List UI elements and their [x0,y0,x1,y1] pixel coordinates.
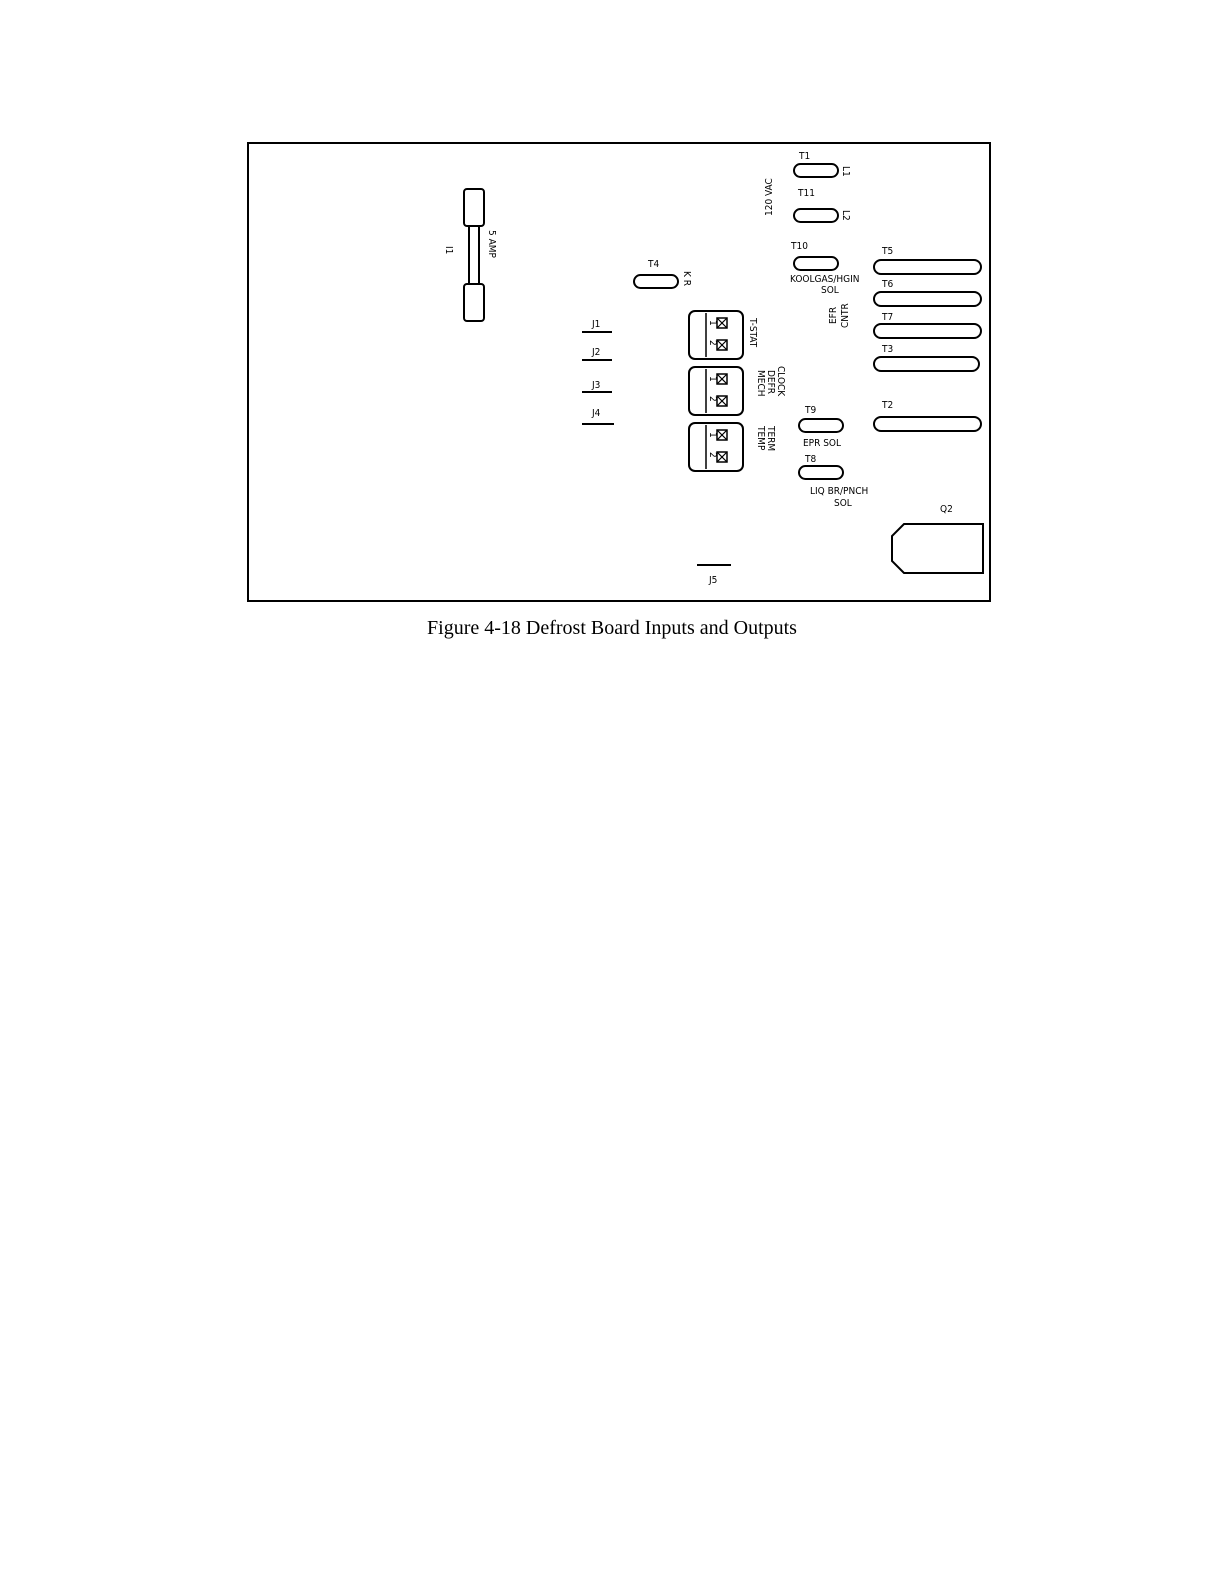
svg-text:J1: J1 [592,319,601,330]
terminal-t10 [794,257,838,270]
connector-mech-label-3: CLOCK [775,366,786,397]
terminal-t7 [874,324,981,338]
terminal-t11-ref: T11 [798,188,815,199]
connector-mech-label-2: DEFR [765,370,776,395]
efr-label-2: CNTR [840,303,851,328]
connector-tstat [689,311,743,359]
terminal-t9-ref: T9 [805,405,817,416]
jumper-j5 [697,565,731,586]
transistor-q2 [892,524,983,573]
svg-text:2: 2 [707,452,718,458]
terminal-t10-function-1: KOOLGAS/HGIN [790,274,860,285]
jumper-j3 [582,380,612,392]
svg-text:J5: J5 [709,575,718,586]
svg-text:J4: J4 [592,408,601,419]
terminal-t8-ref: T8 [805,454,817,465]
terminal-t2 [874,417,981,431]
terminal-t4-function: K R [681,271,692,287]
terminal-t4 [634,275,678,288]
terminal-t4-ref: T4 [648,259,660,270]
jumper-j2 [582,347,612,360]
svg-text:1: 1 [707,432,718,438]
terminal-t5 [874,260,981,274]
svg-text:1: 1 [707,320,718,326]
terminal-t10-ref: T10 [791,241,808,252]
terminal-t5-ref: T5 [882,246,894,257]
connector-mech-label-1: MECH [755,370,766,397]
svg-text:2: 2 [707,396,718,402]
figure-caption: Figure 4-18 Defrost Board Inputs and Outputs [427,617,797,639]
terminal-t8-function-2: SOL [834,498,852,509]
transistor-q2-ref: Q2 [940,504,953,515]
terminal-t6-ref: T6 [882,279,894,290]
terminal-t8 [799,466,843,479]
svg-text:1: 1 [707,376,718,382]
svg-text:J2: J2 [592,347,601,358]
terminal-t3-ref: T3 [882,344,894,355]
terminal-t7-ref: T7 [882,312,894,323]
connector-tstat-label: T-STAT [747,318,758,348]
terminal-t6 [874,292,981,306]
terminal-t2-ref: T2 [882,400,894,411]
terminal-t11 [794,209,838,222]
terminal-t10-function-2: SOL [821,285,839,296]
connector-mech-defr-clock [689,367,743,415]
terminal-t9 [799,419,843,432]
connector-temp-term [689,423,743,471]
board-outline [248,143,990,601]
connector-temp-label-2: TERM [765,426,776,452]
fuse-rating-label: 5 AMP [486,230,497,258]
fuse-i1 [464,189,484,321]
terminal-t9-function: EPR SOL [803,438,842,449]
terminal-t3 [874,357,979,371]
fuse-ref-label: I1 [443,246,454,255]
svg-text:J3: J3 [592,380,601,391]
jumper-j1 [582,319,612,332]
terminal-t1 [794,164,838,177]
jumper-j4 [582,408,614,424]
terminal-t1-pin: L1 [840,166,851,177]
terminal-t11-pin: L2 [840,210,851,221]
voltage-label: 120 VAC [764,178,775,216]
efr-label-1: EFR [828,306,839,324]
connector-temp-label-1: TEMP [755,426,766,451]
svg-text:2: 2 [707,340,718,346]
terminal-t1-ref: T1 [799,151,811,162]
terminal-t8-function-1: LIQ BR/PNCH [810,486,869,497]
